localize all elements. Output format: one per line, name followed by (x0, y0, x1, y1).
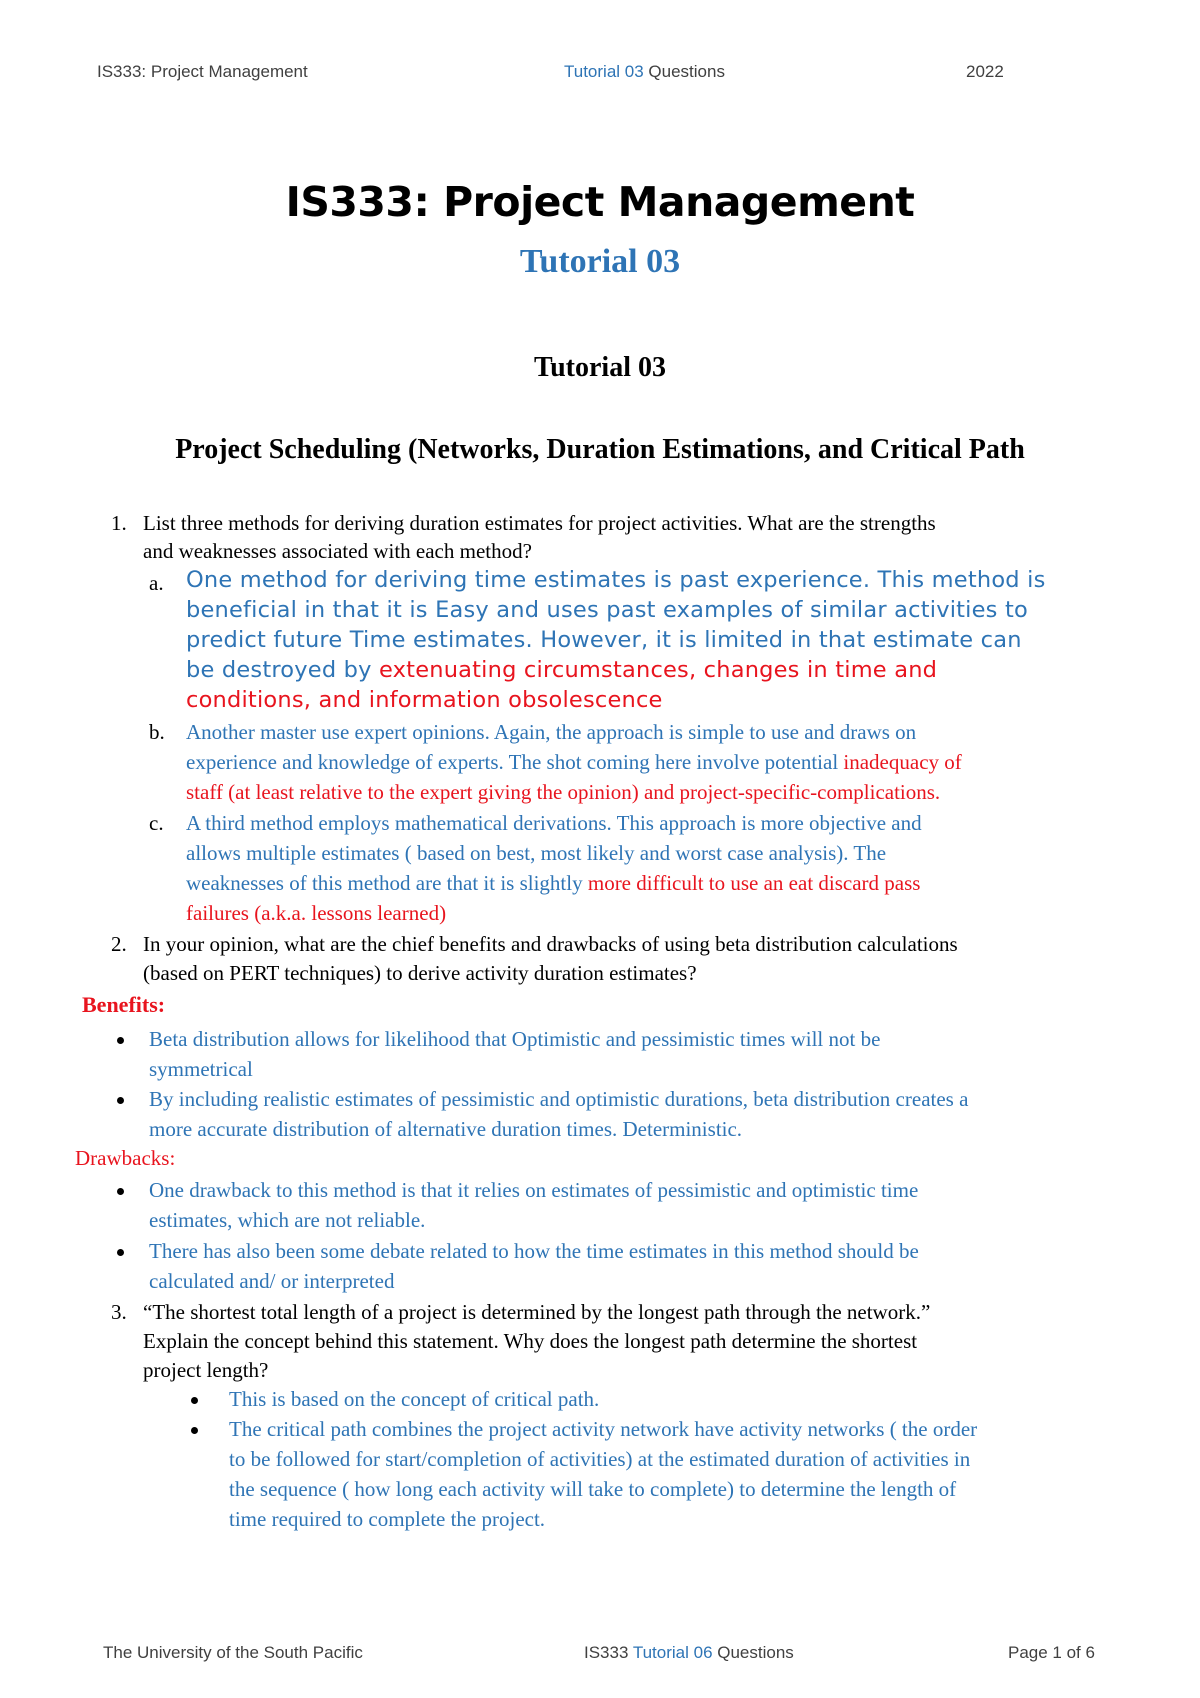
q2-line-1: In your opinion, what are the chief benefits and drawbacks of using beta distribution calculations (143, 932, 958, 956)
bullet-dot (117, 1249, 124, 1256)
q3-line-2: Explain the concept behind this statement. Why does the longest path determine the shortest (143, 1329, 918, 1353)
header-center (564, 62, 725, 82)
document-subtitle: Tutorial 03 (519, 243, 681, 280)
q1a-line-4-blue: be destroyed by (186, 657, 380, 683)
bullet-dot (117, 1037, 124, 1044)
q1c-line-3 (186, 868, 920, 898)
q1b-line-2 (186, 747, 962, 777)
q1c-line-3-blue: weaknesses of this method are that it is slightly (186, 871, 588, 895)
q3-answer-1: This is based on the concept of critical path. (229, 1387, 600, 1411)
q3-line-3: project length? (143, 1358, 269, 1382)
q1-number: 1. (111, 511, 127, 535)
benefit-2-line-1: By including realistic estimates of pessimistic and optimistic durations, beta distribution creates a (149, 1087, 969, 1111)
drawback-2-line-1: There has also been some debate related to how the time estimates in this method should be (149, 1239, 919, 1263)
benefit-2-line-2: more accurate distribution of alternative duration times. Deterministic. (149, 1117, 743, 1141)
q1b-line-3: staff (at least relative to the expert giving the opinion) and project-specific-complications. (186, 780, 941, 804)
q1c-line-3-red: more difficult to use an eat discard pass (587, 871, 921, 895)
benefits-label: Benefits: (82, 992, 166, 1017)
footer-center-a: IS333 (584, 1643, 633, 1662)
q1b-line-2-red: inadequacy of (843, 750, 962, 774)
q1a-line-3: predict future Time estimates. However, it is limited in that estimate can (186, 627, 1022, 653)
header-right: 2022 (966, 62, 1004, 81)
bullet-dot (117, 1188, 124, 1195)
q3-number: 3. (111, 1300, 127, 1324)
q1c-line-4: failures (a.k.a. lessons learned) (186, 901, 447, 925)
footer-center-rest: Questions (712, 1643, 794, 1662)
drawback-1-line-2: estimates, which are not reliable. (149, 1208, 426, 1232)
q2-number: 2. (111, 932, 127, 956)
footer-center-accent: Tutorial 06 (632, 1643, 713, 1662)
q1-line-1: List three methods for deriving duration estimates for project activities. What are the strengths (143, 511, 936, 535)
q1c-line-2: allows multiple estimates ( based on best, most likely and worst case analysis). The (186, 841, 887, 865)
q1b-marker: b. (149, 720, 165, 744)
bullet-dot (117, 1097, 124, 1104)
header-left: IS333: Project Management (97, 62, 308, 81)
footer-page-number: Page 1 of 6 (1008, 1643, 1095, 1662)
benefit-1-line-1: Beta distribution allows for likelihood that Optimistic and pessimistic times will not be (149, 1027, 881, 1051)
q2-line-2: (based on PERT techniques) to derive activity duration estimates? (143, 961, 697, 985)
bullet-dot (191, 1397, 198, 1404)
footer-center (584, 1643, 794, 1663)
q1a-line-1: One method for deriving time estimates is past experience. This method is (186, 567, 1046, 593)
footer-left: The University of the South Pacific (103, 1643, 363, 1662)
q1a-line-4-red: extenuating circumstances, changes in time and (379, 657, 938, 683)
drawbacks-label: Drawbacks: (75, 1146, 176, 1170)
drawback-1-line-1: One drawback to this method is that it relies on estimates of pessimistic and optimistic time (149, 1178, 919, 1202)
q3-answer-2-line-2: to be followed for start/completion of activities) at the estimated duration of activities in (229, 1447, 971, 1471)
q1c-marker: c. (149, 811, 164, 835)
q3-answer-2-line-4: time required to complete the project. (229, 1507, 546, 1531)
q3-line-1: “The shortest total length of a project is determined by the longest path through the network.” (143, 1300, 931, 1324)
topic-heading: Project Scheduling (Networks, Duration Estimations, and Critical Path (175, 434, 1025, 465)
header-center-accent: Tutorial 03 (564, 62, 644, 81)
header-center-rest: Questions (643, 62, 725, 81)
q1-line-2: and weaknesses associated with each method? (143, 539, 532, 563)
bullet-dot (191, 1427, 198, 1434)
q1b-line-1: Another master use expert opinions. Again, the approach is simple to use and draws on (186, 720, 917, 744)
q1c-line-1: A third method employs mathematical derivations. This approach is more objective and (186, 811, 922, 835)
q3-answer-2-line-3: the sequence ( how long each activity will take to complete) to determine the length of (229, 1477, 957, 1501)
drawback-2-line-2: calculated and/ or interpreted (149, 1269, 395, 1293)
benefit-1-line-2: symmetrical (149, 1057, 253, 1081)
q1a-line-2: beneficial in that it is Easy and uses past examples of similar activities to (186, 597, 1028, 623)
q1b-line-2-blue: experience and knowledge of experts. The shot coming here involve potential (186, 750, 844, 774)
q3-answer-2-line-1: The critical path combines the project activity network have activity networks ( the order (229, 1417, 978, 1441)
q1a-line-4 (186, 655, 937, 685)
document-title: IS333: Project Management (285, 178, 915, 226)
q1a-marker: a. (149, 571, 164, 595)
q1a-line-5: conditions, and information obsolescence (186, 687, 663, 713)
section-heading: Tutorial 03 (534, 352, 666, 383)
